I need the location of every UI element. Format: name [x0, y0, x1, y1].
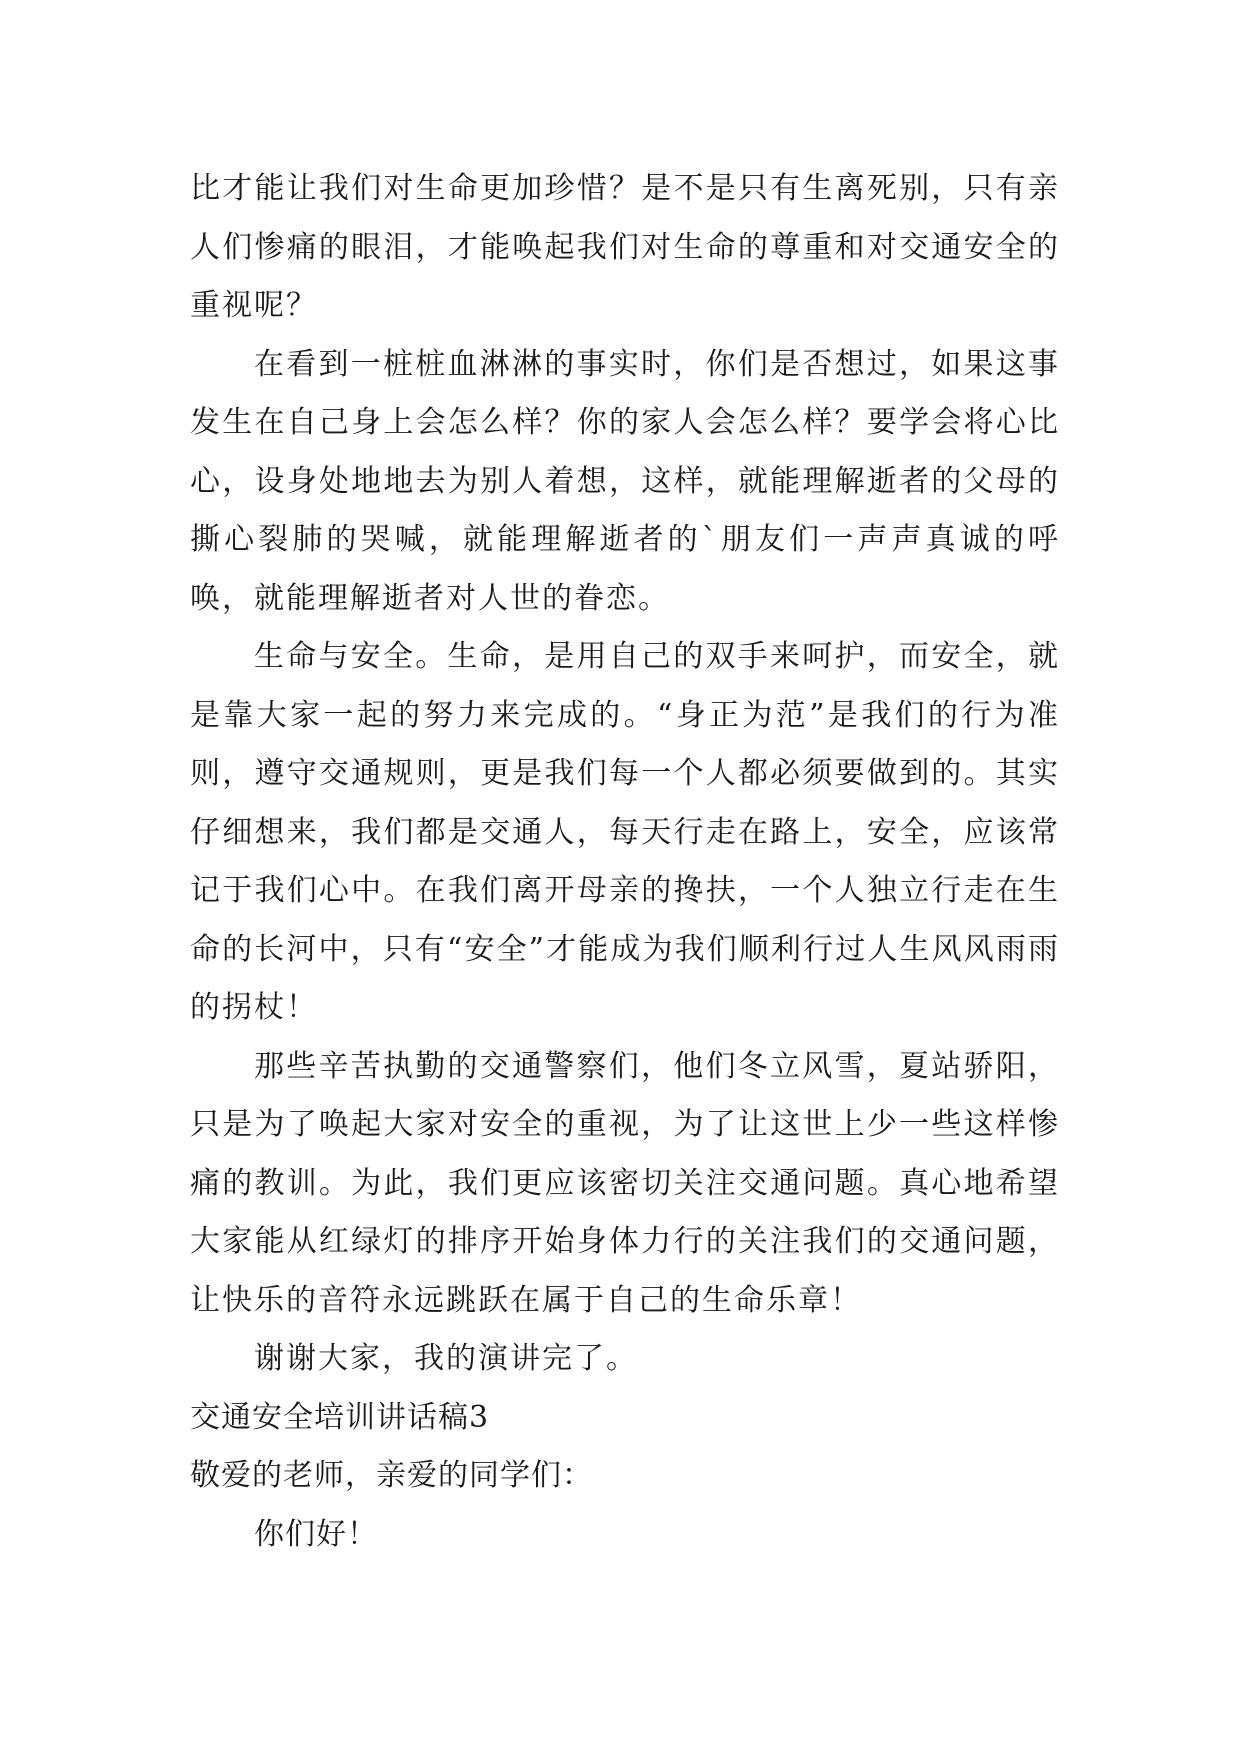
paragraph-empathy: 在看到一桩桩血淋淋的事实时，你们是否想过，如果这事发生在自己身上会怎么样？你的家人会怎么样？要学会将心比心，设身处地地去为别人着想，这样，就能理解逝者的父母的撕心裂肺的哭喊，就能理解逝者的`朋友们一声声真诚的呼唤，就能理解逝者对人世的眷恋。: [190, 346, 1060, 616]
section-title: 交通安全培训讲话稿3: [190, 1399, 490, 1435]
paragraph-life-and-safety: 生命与安全。生命，是用自己的双手来呵护，而安全，就是靠大家一起的努力来完成的。“身正为范”是我们的行为准则，遵守交通规则，更是我们每一个人都必须要做到的。其实仔细想来，我们都是交通人，每天行走在路上，安全，应该常记于我们心中。在我们离开母亲的搀扶，一个人独立行走在生命的长河中，只有“安全”才能成为我们顺利行过人生风风雨雨的拐杖！: [190, 639, 1060, 1025]
paragraph-continuation: 比才能让我们对生命更加珍惜？是不是只有生离死别，只有亲人们惨痛的眼泪，才能唤起我们对生命的尊重和对交通安全的重视呢？: [190, 171, 1060, 323]
salutation: 敬爱的老师，亲爱的同学们：: [190, 1458, 593, 1493]
document-body: [190, 160, 1060, 1564]
paragraph-closing: 谢谢大家，我的演讲完了。: [254, 1341, 638, 1376]
greeting: 你们好！: [254, 1516, 378, 1552]
paragraph-traffic-police: 那些辛苦执勤的交通警察们，他们冬立风雪，夏站骄阳，只是为了唤起大家对安全的重视，为了让这世上少一些这样惨痛的教训。为此，我们更应该密切关注交通问题。真心地希望大家能从红绿灯的排序开始身体力行的关注我们的交通问题，让快乐的音符永远跳跃在属于自己的生命乐章！: [190, 1048, 1060, 1318]
